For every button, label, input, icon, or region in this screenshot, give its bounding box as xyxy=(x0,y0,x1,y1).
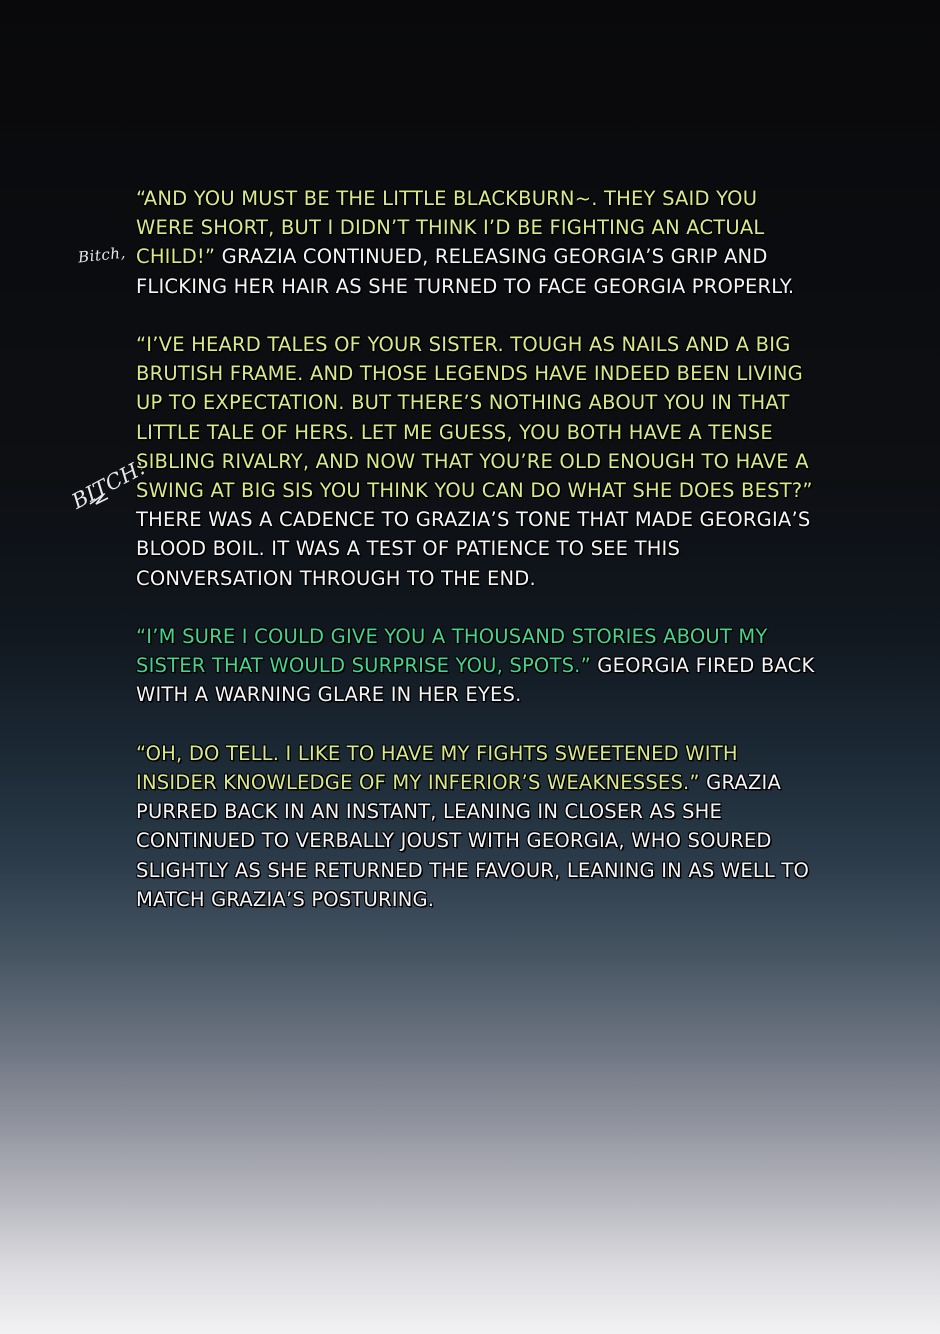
margin-note-2-text: BITCH! xyxy=(67,454,151,514)
grazia-dialogue: “AND YOU MUST BE THE LITTLE BLACKBURN~. THEY SAID YOU WERE SHORT, BUT I DIDN’T THINK I’D BE FIGHTING AN ACTUAL CHILD!” xyxy=(136,187,765,269)
grazia-dialogue: “I’VE HEARD TALES OF YOUR SISTER. TOUGH AS NAILS AND A BIG BRUTISH FRAME. AND THOSE LEGENDS HAVE INDEED BEEN LIVING UP TO EXPECTATION. BUT THERE’S NOTHING ABOUT YOU IN THAT LITTLE TALE OF HERS. LET ME GUESS, YOU BOTH HAVE A TENSE SIBLING RIVALRY, AND NOW THAT YOU’RE OLD ENOUGH TO HAVE A SWING AT BIG SIS YOU THINK YOU CAN DO WHAT SHE DOES BEST?” xyxy=(136,333,813,503)
grazia-dialogue: “OH, DO TELL. I LIKE TO HAVE MY FIGHTS SWEETENED WITH INSIDER KNOWLEDGE OF MY INFERIOR’S WEAKNESSES.” xyxy=(136,741,738,795)
margin-note-bitch-exclaim xyxy=(62,440,151,520)
paragraph-1 xyxy=(136,184,816,301)
paragraph-3 xyxy=(136,622,816,710)
scribble-mark xyxy=(90,494,108,504)
narration: THERE WAS A CADENCE TO GRAZIA’S TONE THAT MADE GEORGIA’S BLOOD BOIL. IT WAS A TEST OF PATIENCE TO SEE THIS CONVERSATION THROUGH TO THE END. xyxy=(136,508,811,590)
margin-note-bitch: Bitch, xyxy=(77,243,127,267)
paragraph-2 xyxy=(136,330,816,593)
paragraph-4 xyxy=(136,739,816,914)
narration: GEORGIA FIRED BACK WITH A WARNING GLARE IN HER EYES. xyxy=(136,654,815,707)
narration: GRAZIA CONTINUED, RELEASING GEORGIA’S GRIP AND FLICKING HER HAIR AS SHE TURNED TO FACE GEORGIA PROPERLY. xyxy=(136,245,795,298)
georgia-dialogue: “I’M SURE I COULD GIVE YOU A THOUSAND STORIES ABOUT MY SISTER THAT WOULD SURPRISE YOU, SPOTS.” xyxy=(136,625,768,678)
story-text xyxy=(136,184,816,943)
narration: GRAZIA PURRED BACK IN AN INSTANT, LEANING IN CLOSER AS SHE CONTINUED TO VERBALLY JOUST WITH GEORGIA, WHO SOURED SLIGHTLY AS SHE RETURNED THE FAVOUR, LEANING IN AS WELL TO MATCH GRAZIA’S POSTURING. xyxy=(136,771,810,911)
